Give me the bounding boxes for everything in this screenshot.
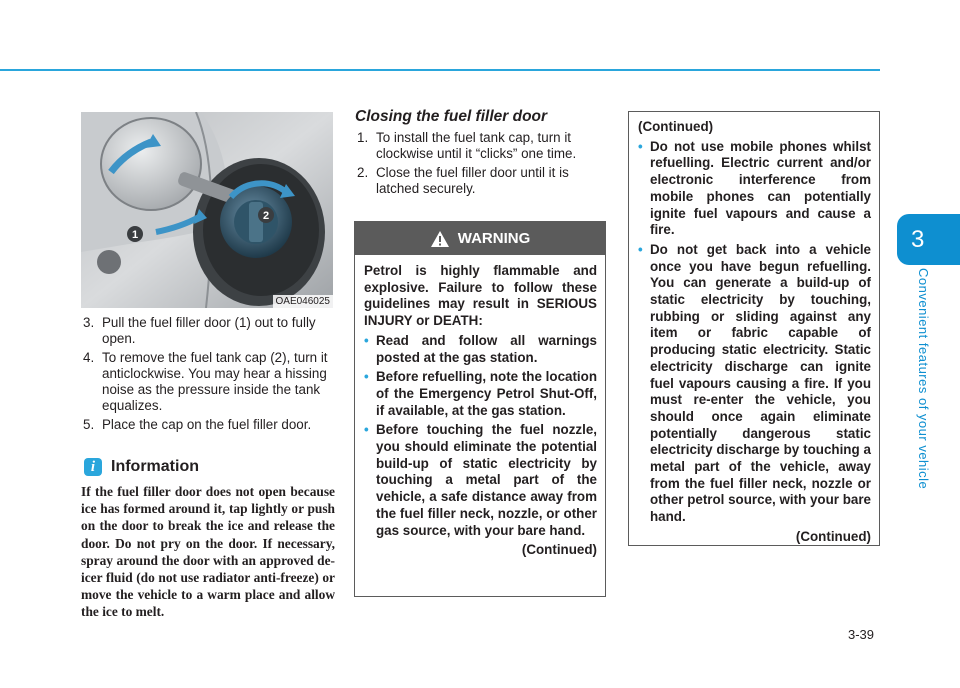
information-heading	[84, 456, 199, 478]
continued-heading: (Continued)	[638, 119, 714, 134]
bullet-dot: •	[638, 138, 643, 154]
step-5	[81, 417, 337, 433]
chapter-tab	[897, 214, 960, 265]
bullet-text: Before refuelling, note the location of the Emergency Petrol Shut-Off, if available, at the gas station.	[376, 369, 597, 418]
continued-label: (Continued)	[795, 528, 871, 544]
fuel-door-illustration	[81, 112, 333, 308]
continued-warning-box	[628, 111, 880, 546]
step-4	[81, 350, 337, 415]
closing-steps	[355, 130, 606, 199]
warning-triangle-icon	[430, 230, 450, 248]
information-body: If the fuel filler door does not open because ice has formed around it, tap lightly or push on the door to break the ice and release the door. Do not pry on the door. If necessary, spray around the door with an approved de-icer fluid (do not use radiator anti-freeze) or move the vehicle to a warm place and allow the ice to melt.	[81, 484, 335, 620]
continued-label: (Continued)	[521, 542, 597, 558]
chapter-number: 3	[911, 226, 925, 253]
warning-intro: Petrol is highly flammable and explosive. Failure to follow these guidelines may result in SERIOUS INJURY or DEATH:	[364, 263, 597, 329]
bullet-text: Before touching the fuel nozzle, you should eliminate the potential build-up of static electricity by touching a metal part of the vehicle, a safe distance away from the fuel filler neck, nozzle, or other gas source, with your bare hand.	[376, 422, 597, 538]
step-text: Close the fuel filler door until it is latched securely.	[376, 164, 569, 196]
step-1	[355, 130, 606, 163]
information-title: Information	[111, 458, 199, 475]
bullet-dot: •	[364, 332, 369, 348]
section-title: Closing the fuel filler door	[355, 108, 548, 125]
bullet-dot: •	[638, 241, 643, 257]
callout-1: 1	[131, 229, 139, 241]
warning-bullet	[364, 369, 597, 419]
bullet-dot: •	[364, 369, 369, 385]
step-number: 2.	[357, 164, 369, 180]
chapter-title: Convenient features of your vehicle	[916, 268, 931, 490]
step-number: 4.	[83, 349, 95, 365]
header-rule	[0, 69, 880, 71]
bullet-dot: •	[364, 422, 369, 438]
information-icon: i	[84, 458, 102, 476]
bullet-text: Do not use mobile phones whilst refuelling. Electric current and/or electronic interference from mobile phones can potentially ignite fuel vapours and cause a fire.	[650, 138, 871, 238]
step-text: To install the fuel tank cap, turn it clockwise until it “clicks” one time.	[376, 130, 577, 162]
warning-bullet	[638, 139, 871, 239]
warning-body	[355, 255, 605, 559]
step-text: To remove the fuel tank cap (2), turn it anticlockwise. You may hear a hissing noise as the pressure inside the tank equalizes.	[102, 349, 328, 414]
step-number: 3.	[83, 315, 95, 330]
callout-2: 2	[262, 210, 270, 222]
step-text: Pull the fuel filler door (1) out to fully open.	[102, 315, 316, 347]
warning-box	[354, 221, 606, 597]
step-number: 1.	[357, 130, 369, 145]
warning-bullet	[364, 422, 597, 539]
step-3	[81, 315, 337, 348]
warning-bullet	[638, 242, 871, 526]
warning-header	[355, 222, 605, 255]
page-number: 3-39	[848, 627, 875, 642]
warning-bullet	[364, 333, 597, 366]
fuel-door-figure	[81, 112, 333, 308]
bullet-text: Read and follow all warnings posted at the gas station.	[376, 332, 597, 365]
figure-code: OAE046025	[273, 295, 334, 308]
step-2	[355, 165, 606, 198]
step-number: 5.	[83, 416, 95, 432]
step-text: Place the cap on the fuel filler door.	[102, 416, 312, 432]
bullet-text: Do not get back into a vehicle once you have begun refuelling. You can generate a build-up of static electricity by touching, rubbing or sliding against any item or fabric capable of producing static electricity. Static electricity discharge can ignite fuel vapours causing a fire. If you must re-enter the vehicle, you should once again eliminate potentially dangerous static electricity discharge by touching a metal part of the vehicle, away from the fuel filler neck, nozzle or other petrol source, with your bare hand.	[650, 241, 871, 525]
warning-title: WARNING	[457, 230, 531, 247]
opening-steps	[81, 315, 337, 435]
